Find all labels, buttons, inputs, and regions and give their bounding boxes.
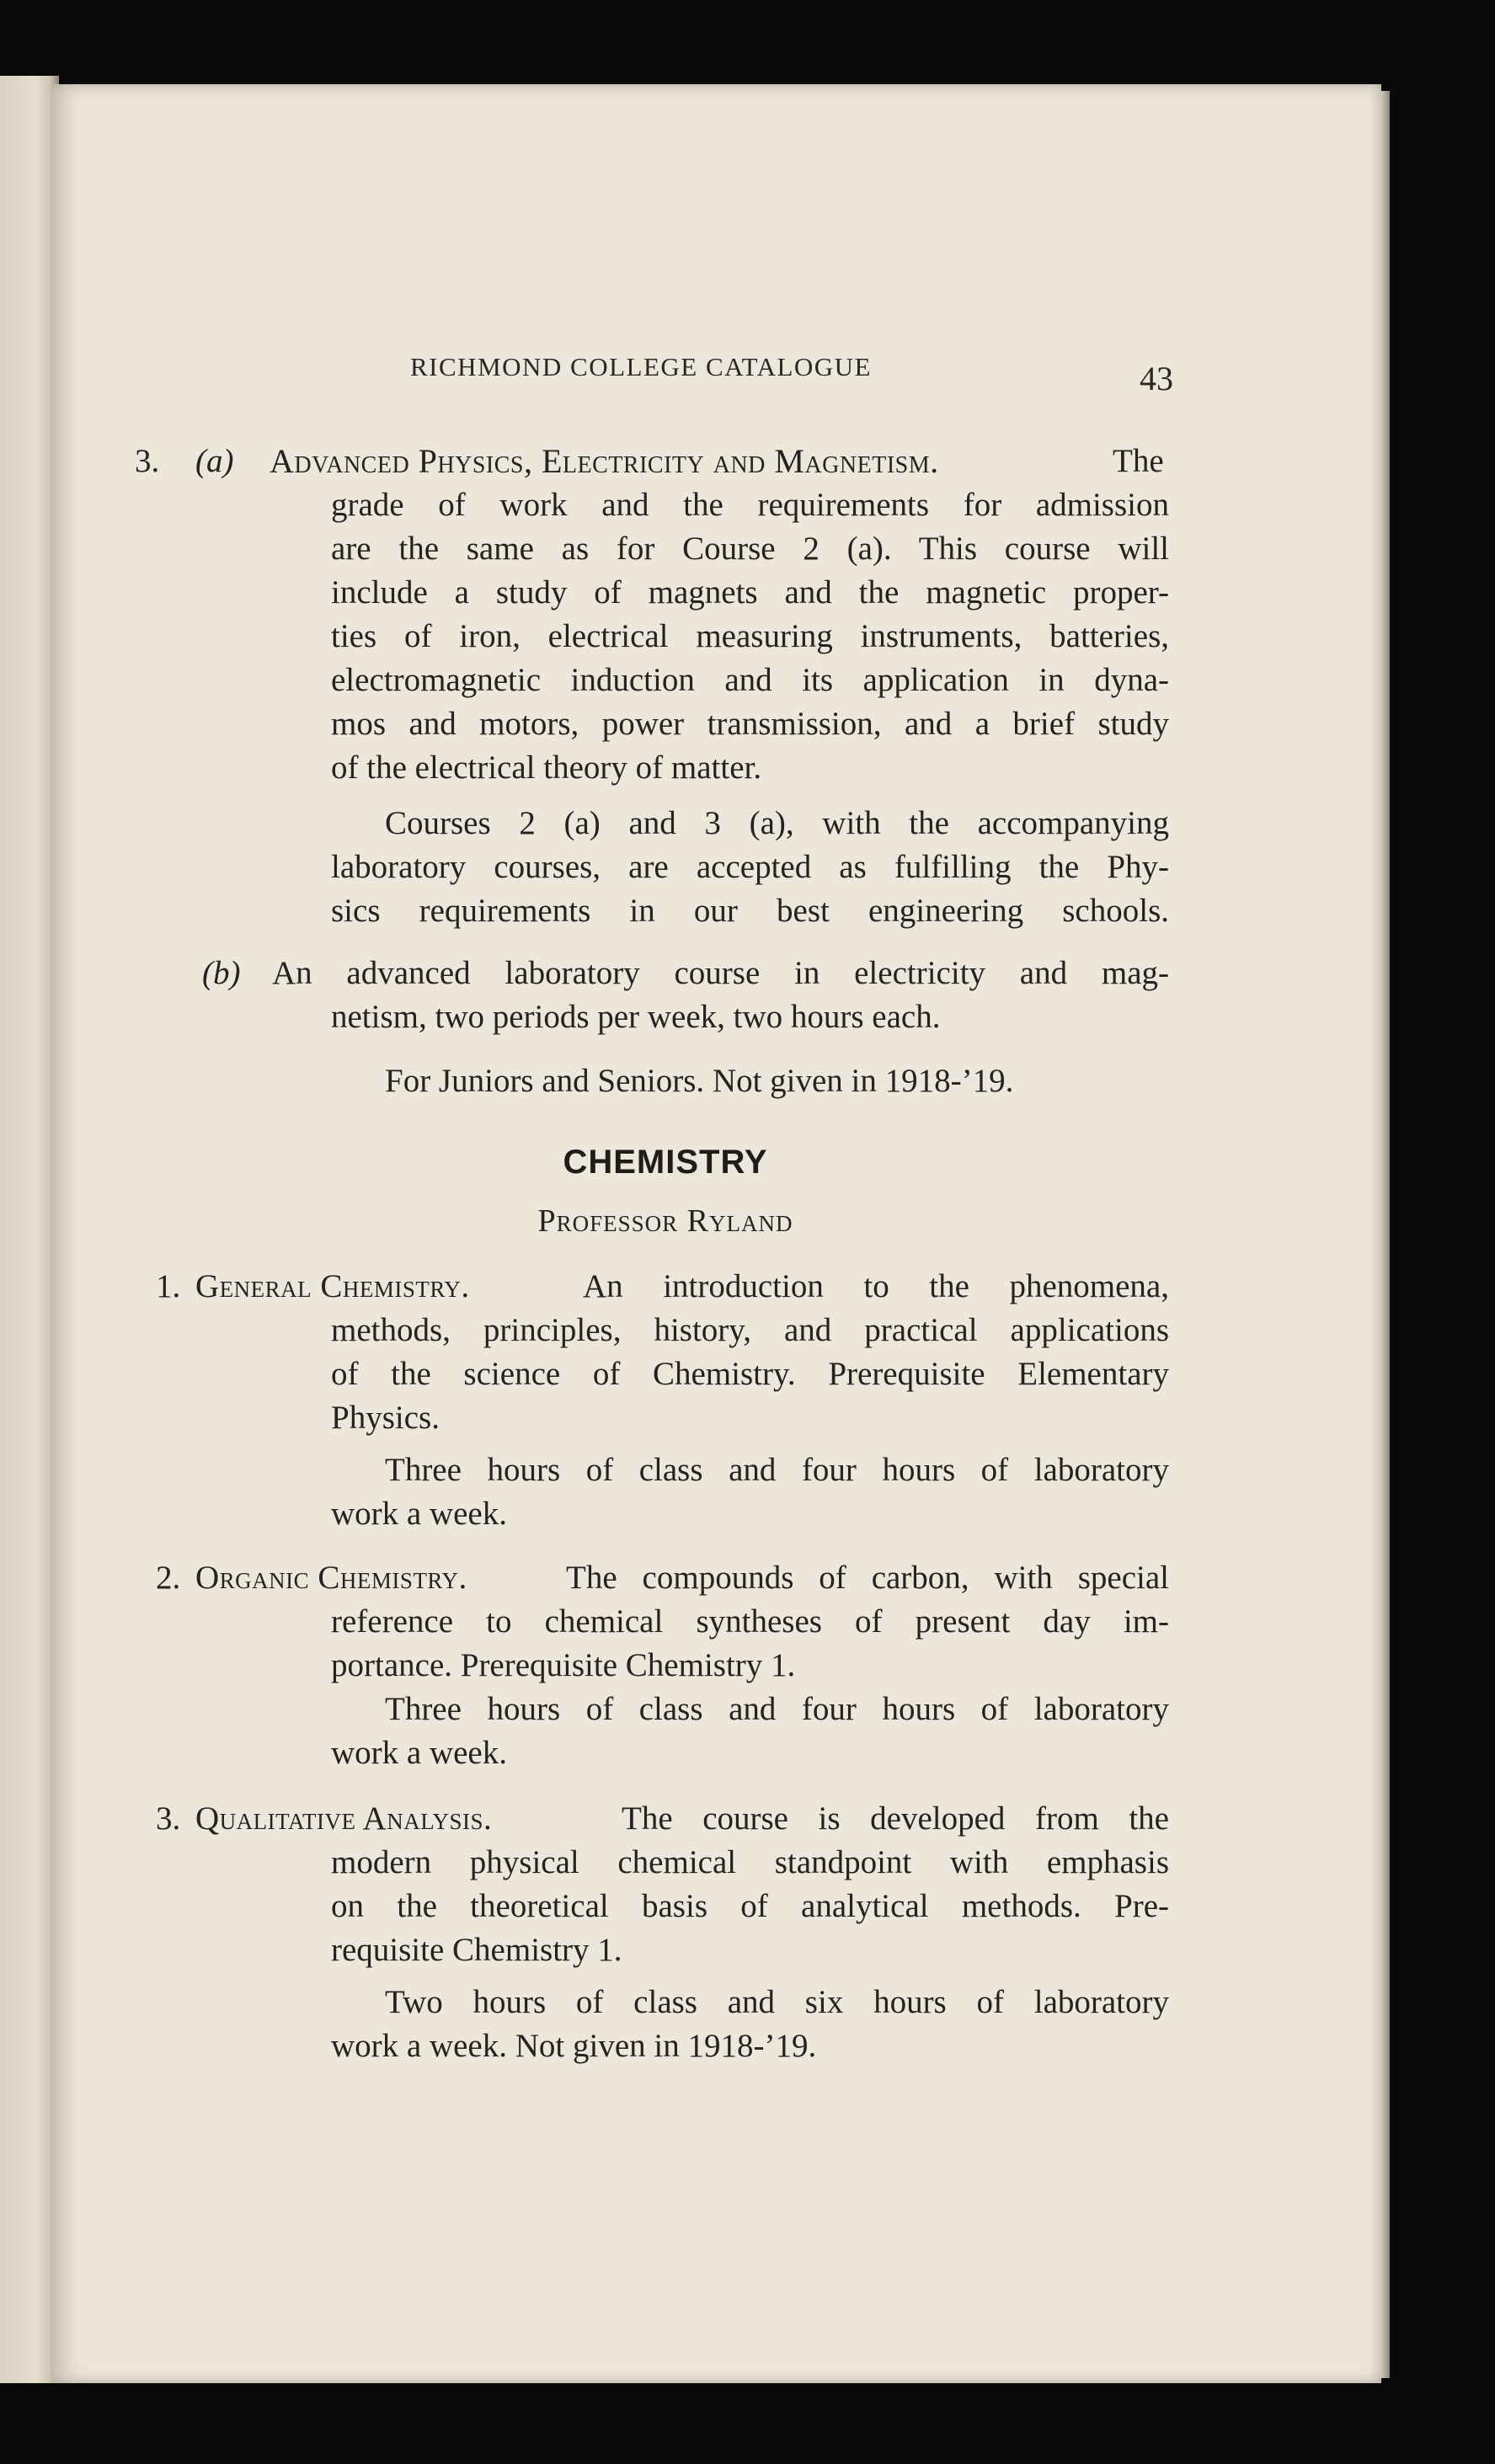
course-text-line: Physics. xyxy=(331,1400,440,1436)
course-text-line: methods, principles, history, and practical applications xyxy=(331,1312,1169,1348)
course-note-line: Three hours of class and four hours of laboratory xyxy=(385,1452,1169,1488)
course-title: Qualitative Analysis. xyxy=(195,1800,493,1837)
course-text-line: electromagnetic induction and its application in dyna- xyxy=(331,662,1169,698)
course-title: General Chemistry. xyxy=(195,1268,470,1304)
course-text-line: of the science of Chemistry. Prerequisite Elementary xyxy=(331,1356,1169,1392)
course-number: 2. xyxy=(156,1560,181,1596)
course-note-line: Three hours of class and four hours of laboratory xyxy=(385,1691,1169,1727)
course-text-line: mos and motors, power transmission, and a brief study xyxy=(331,706,1169,742)
course-note-line: laboratory courses, are accepted as fulfilling the Phy- xyxy=(331,849,1169,885)
course-note-line: For Juniors and Seniors. Not given in 1918-’19. xyxy=(385,1063,1014,1099)
course-text-line: An advanced laboratory course in electricity and mag- xyxy=(272,955,1169,991)
page-number: 43 xyxy=(1140,360,1173,397)
course-text-line: grade of work and the requirements for admission xyxy=(331,487,1169,523)
course-text-line: netism, two periods per week, two hours each. xyxy=(331,999,941,1035)
course-text-line: are the same as for Course 2 (a). This course will xyxy=(331,531,1169,567)
course-text-line: reference to chemical syntheses of present day im- xyxy=(331,1603,1169,1640)
course-number: 3. xyxy=(156,1800,181,1837)
page-fore-edge xyxy=(1381,91,1390,2378)
section-heading: CHEMISTRY xyxy=(563,1144,768,1181)
course-note-line: work a week. Not given in 1918-’19. xyxy=(331,2028,817,2064)
course-note-line: Courses 2 (a) and 3 (a), with the accompanying xyxy=(385,805,1169,841)
course-text-line: ties of iron, electrical measuring instruments, batteries, xyxy=(331,618,1169,654)
course-number: 3. xyxy=(135,443,160,479)
course-text-line: requisite Chemistry 1. xyxy=(331,1932,622,1968)
course-number: 1. xyxy=(156,1268,181,1304)
course-title: Advanced Physics, Electricity and Magnetism. xyxy=(270,442,939,480)
course-text-line: of the electrical theory of matter. xyxy=(331,749,762,786)
course-note-line: sics requirements in our best engineering schools. xyxy=(331,893,1169,929)
course-text-line: portance. Prerequisite Chemistry 1. xyxy=(331,1647,796,1683)
course-text-line: The xyxy=(1113,443,1164,479)
running-title: RICHMOND COLLEGE CATALOGUE xyxy=(410,352,872,381)
course-text-line: The compounds of carbon, with special xyxy=(566,1560,1169,1596)
course-note-line: Two hours of class and six hours of laboratory xyxy=(385,1984,1169,2020)
course-title: Organic Chemistry. xyxy=(195,1560,467,1596)
course-note-line: work a week. xyxy=(331,1496,507,1532)
course-text-line: The course is developed from the xyxy=(622,1800,1169,1837)
course-text-line: include a study of magnets and the magnetic proper- xyxy=(331,574,1169,611)
course-text-line: on the theoretical basis of analytical methods. Pre- xyxy=(331,1888,1169,1924)
course-text-line: An introduction to the phenomena, xyxy=(583,1268,1169,1304)
professor-name: Professor Ryland xyxy=(537,1203,793,1239)
course-text-line: modern physical chemical standpoint with emphasis xyxy=(331,1844,1169,1880)
part-a-marker: (a) xyxy=(195,443,234,479)
course-note-line: work a week. xyxy=(331,1735,507,1771)
part-b-marker: (b) xyxy=(202,955,241,991)
